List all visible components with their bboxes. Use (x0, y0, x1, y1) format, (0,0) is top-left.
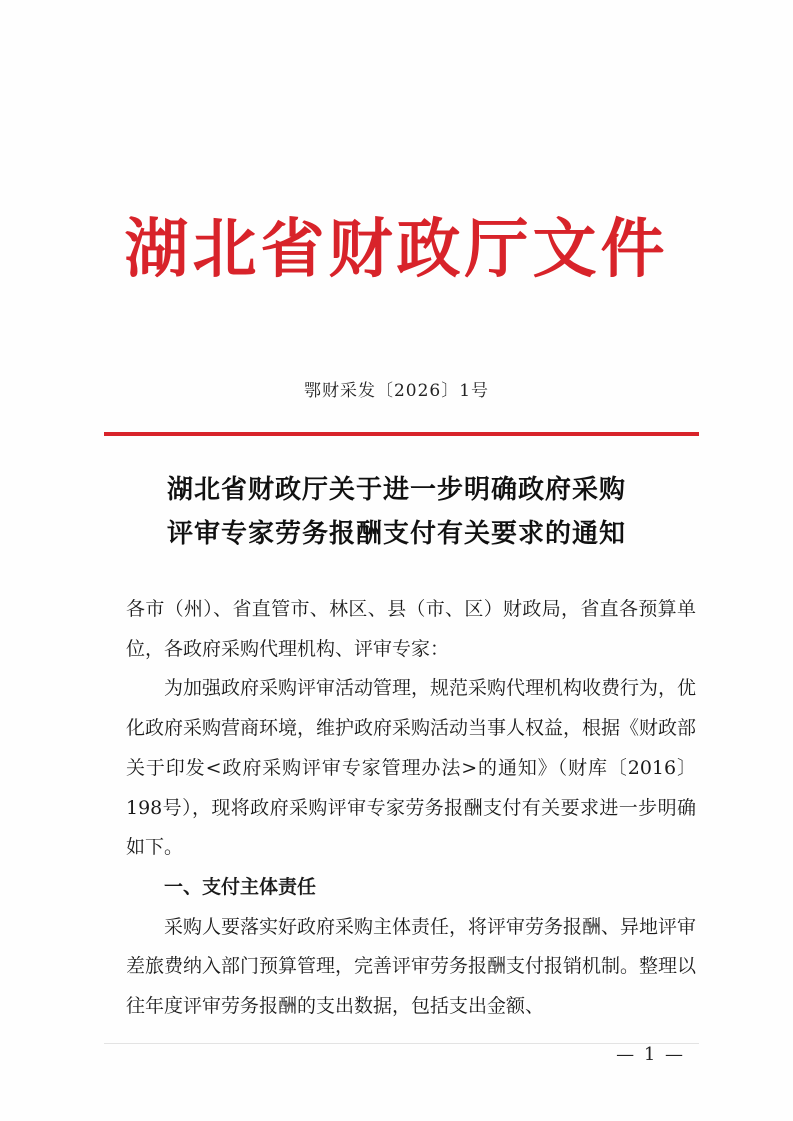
page-number: — 1 — (616, 1044, 685, 1065)
intro-paragraph: 为加强政府采购评审活动管理，规范采购代理机构收费行为，优化政府采购营商环境，维护政府采购活动当事人权益，根据《财政部关于印发<政府采购评审专家管理办法>的通知》（财库〔2016〕198号），现将政府采购评审专家劳务报酬支付有关要求进一步明确如下。 (126, 677, 697, 859)
section-1-heading: 一、支付主体责任 (164, 875, 317, 898)
notice-title-line-1: 湖北省财政厅关于进一步明确政府采购 (166, 475, 626, 505)
notice-title (0, 468, 793, 556)
notice-title-line-2: 评审专家劳务报酬支付有关要求的通知 (166, 519, 626, 549)
footer-divider (104, 1043, 699, 1044)
section-1-paragraph: 采购人要落实好政府采购主体责任，将评审劳务报酬、异地评审差旅费纳入部门预算管理，完善评审劳务报酬支付报销机制。整理以往年度评审劳务报酬的支出数据，包括支出金额、 (126, 915, 697, 1018)
issuing-authority-title: 湖北省财政厅文件 (124, 213, 669, 287)
document-number: 鄂财采发〔2026〕1号 (303, 381, 490, 401)
addressee-paragraph: 各市（州）、省直管市、林区、县（市、区）财政局，省直各预算单位，各政府采购代理机构、评审专家： (126, 598, 696, 660)
red-separator-line (104, 432, 699, 436)
document-body (126, 590, 696, 1027)
